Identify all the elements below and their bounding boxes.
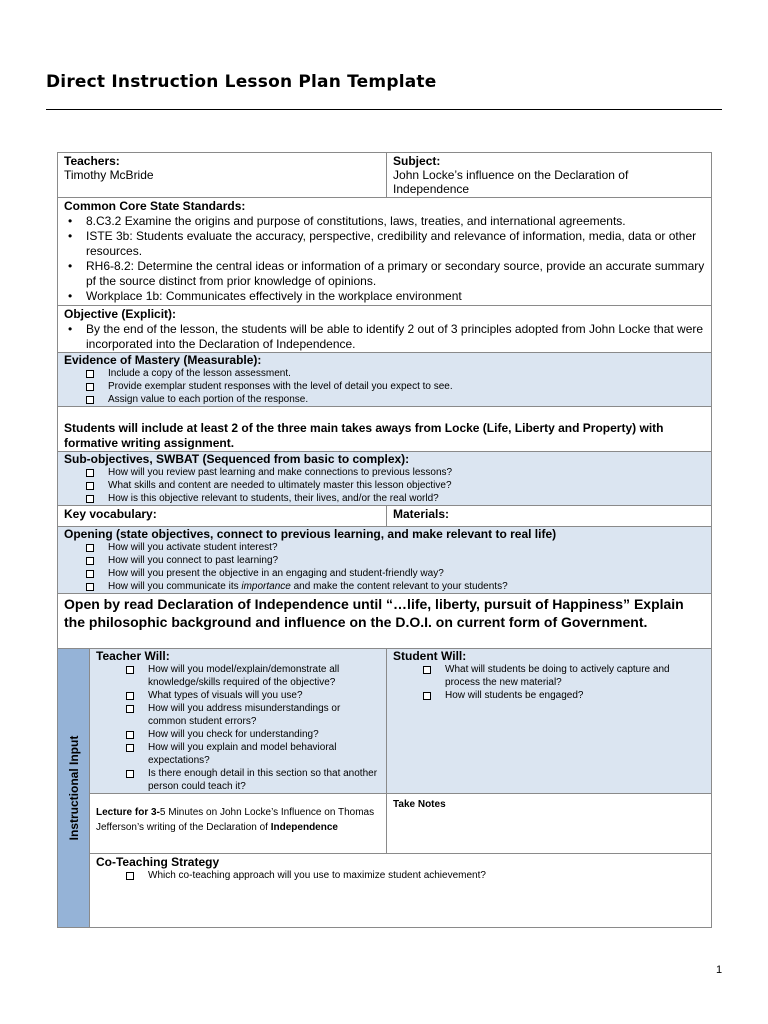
checkbox-icon	[126, 705, 134, 713]
teacher-will-label: Teacher Will:	[96, 649, 170, 663]
checkbox-icon	[86, 469, 94, 477]
evidence-item: Provide exemplar student responses with the level of detail you expect to see.	[108, 380, 705, 393]
checkbox-icon	[86, 370, 94, 378]
instructional-input-sidebar	[58, 649, 90, 928]
subobjectives-row	[58, 452, 712, 506]
opening-item: How will you present the objective in an engaging and student-friendly way?	[108, 567, 705, 580]
subobjectives-list	[64, 466, 705, 505]
opening-item: How will you communicate its importance and make the content relevant to your students?	[108, 580, 705, 593]
subject-label: Subject:	[393, 154, 441, 168]
subobjectives-cell	[58, 452, 712, 506]
standard-item: • RH6-8.2: Determine the central ideas or information of a primary or secondary source, provide an accurate summary pf the source distinct from prior knowledge of opinions.	[68, 259, 705, 288]
opening-cell	[58, 527, 712, 594]
teacher-item: What types of visuals will you use?	[148, 689, 380, 702]
checkbox-icon	[86, 557, 94, 565]
lecture-text: 5 Minutes on John Locke’s Influence on Thomas Jefferson’s writing of the Declaration of	[96, 807, 375, 833]
opening-statement: Open by read Declaration of Independence until “…life, liberty, pursuit of Happiness” Explain the philosophic background and influence on the D.O.I. on current form of Government.	[64, 596, 684, 630]
checkbox-icon	[126, 731, 134, 739]
opening-list	[64, 541, 705, 593]
teacher-item: Is there enough detail in this section so that another person could teach it?	[148, 767, 380, 793]
teachers-value: Timothy McBride	[64, 168, 154, 182]
evidence-note-row	[58, 407, 712, 452]
teachers-subject-row	[58, 153, 712, 198]
checkbox-icon	[126, 872, 134, 880]
checkbox-icon	[86, 495, 94, 503]
standard-item: • ISTE 3b: Students evaluate the accuracy, perspective, credibility and relevance of information, media, data or other resources.	[68, 229, 697, 258]
opening-label: Opening (state objectives, connect to previous learning, and make relevant to real life)	[64, 527, 557, 541]
objective-row	[58, 306, 712, 353]
evidence-note: Students will include at least 2 of the three main takes aways from Locke (Life, Liberty and Property) with formative writing assignment.	[64, 421, 664, 450]
standards-cell	[58, 198, 712, 306]
coteaching-list	[96, 869, 705, 882]
subject-value: John Locke’s influence on the Declaration of Independence	[393, 168, 629, 196]
coteaching-item: Which co-teaching approach will you use to maximize student achievement?	[148, 869, 705, 882]
instructional-input-label: Instructional Input	[66, 735, 81, 841]
opening-statement-cell	[58, 594, 712, 649]
standard-item: • 8.C3.2 Examine the origins and purpose of constitutions, laws, treaties, and international agreements.	[68, 214, 626, 228]
evidence-label: Evidence of Mastery (Measurable):	[64, 353, 262, 367]
objective-list	[64, 322, 705, 352]
objective-item: • By the end of the lesson, the students will be able to identify 2 out of 3 principles adopted from John Locke that were incorporated into the Declaration of Independence.	[68, 322, 704, 351]
lecture-row	[58, 794, 712, 854]
student-item: How will students be engaged?	[445, 689, 705, 702]
objective-label: Objective (Explicit):	[64, 307, 177, 321]
evidence-note-cell	[58, 407, 712, 452]
standards-label: Common Core State Standards:	[64, 199, 246, 213]
checkbox-icon	[126, 770, 134, 778]
standard-item: • Workplace 1b: Communicates effectively in the workplace environment	[68, 289, 462, 303]
checkbox-icon	[423, 666, 431, 674]
materials-label: Materials:	[393, 507, 450, 521]
subobjectives-label: Sub-objectives, SWBAT (Sequenced from basic to complex):	[64, 452, 410, 466]
subobjective-item: How will you review past learning and make connections to previous lessons?	[108, 466, 705, 479]
key-vocabulary-cell	[58, 506, 387, 527]
lesson-plan-table	[57, 152, 712, 928]
objective-cell	[58, 306, 712, 353]
subobjective-item: How is this objective relevant to students, their lives, and/or the real world?	[108, 492, 705, 505]
teacher-item: How will you model/explain/demonstrate all knowledge/skills required of the objective?	[148, 663, 380, 689]
subobjective-item: What skills and content are needed to ultimately master this lesson objective?	[108, 479, 705, 492]
teacher-will-cell	[90, 649, 387, 794]
standards-list	[64, 214, 705, 304]
student-will-label: Student Will:	[393, 649, 467, 663]
key-vocabulary-label: Key vocabulary:	[64, 507, 157, 521]
coteaching-row	[58, 854, 712, 928]
vocab-materials-row	[58, 506, 712, 527]
coteaching-cell	[90, 854, 712, 928]
checkbox-icon	[86, 544, 94, 552]
teacher-item: How will you address misunderstandings or common student errors?	[148, 702, 380, 728]
subject-cell	[387, 153, 712, 198]
opening-row	[58, 527, 712, 594]
title-rule	[46, 109, 722, 110]
page-number: 1	[716, 964, 723, 976]
student-item: What will students be doing to actively capture and process the new material?	[445, 663, 705, 689]
take-notes-cell	[387, 794, 712, 854]
checkbox-icon	[86, 396, 94, 404]
lecture-text-bold: Lecture for 3-	[96, 807, 160, 818]
opening-statement-row	[58, 594, 712, 649]
standards-row	[58, 198, 712, 306]
teacher-will-list	[96, 663, 380, 793]
checkbox-icon	[86, 583, 94, 591]
student-will-list	[393, 663, 705, 702]
evidence-item: Include a copy of the lesson assessment.	[108, 367, 705, 380]
checkbox-icon	[86, 482, 94, 490]
teacher-student-row	[58, 649, 712, 794]
teachers-cell	[58, 153, 387, 198]
evidence-cell	[58, 353, 712, 407]
lecture-cell	[90, 794, 387, 854]
materials-cell	[387, 506, 712, 527]
take-notes-text: Take Notes	[393, 799, 446, 810]
lecture-text-bold-end: Independence	[270, 822, 338, 833]
teacher-item: How will you explain and model behavioral expectations?	[148, 741, 380, 767]
checkbox-icon	[423, 692, 431, 700]
opening-item: How will you connect to past learning?	[108, 554, 705, 567]
opening-item: How will you activate student interest?	[108, 541, 705, 554]
checkbox-icon	[126, 666, 134, 674]
teacher-item: How will you check for understanding?	[148, 728, 380, 741]
evidence-list	[64, 367, 705, 406]
teachers-label: Teachers:	[64, 154, 120, 168]
checkbox-icon	[86, 383, 94, 391]
checkbox-icon	[126, 744, 134, 752]
document-title: Direct Instruction Lesson Plan Template	[46, 72, 437, 92]
evidence-row	[58, 353, 712, 407]
coteaching-label: Co-Teaching Strategy	[96, 855, 220, 869]
checkbox-icon	[86, 570, 94, 578]
checkbox-icon	[126, 692, 134, 700]
student-will-cell	[387, 649, 712, 794]
evidence-item: Assign value to each portion of the response.	[108, 393, 705, 406]
